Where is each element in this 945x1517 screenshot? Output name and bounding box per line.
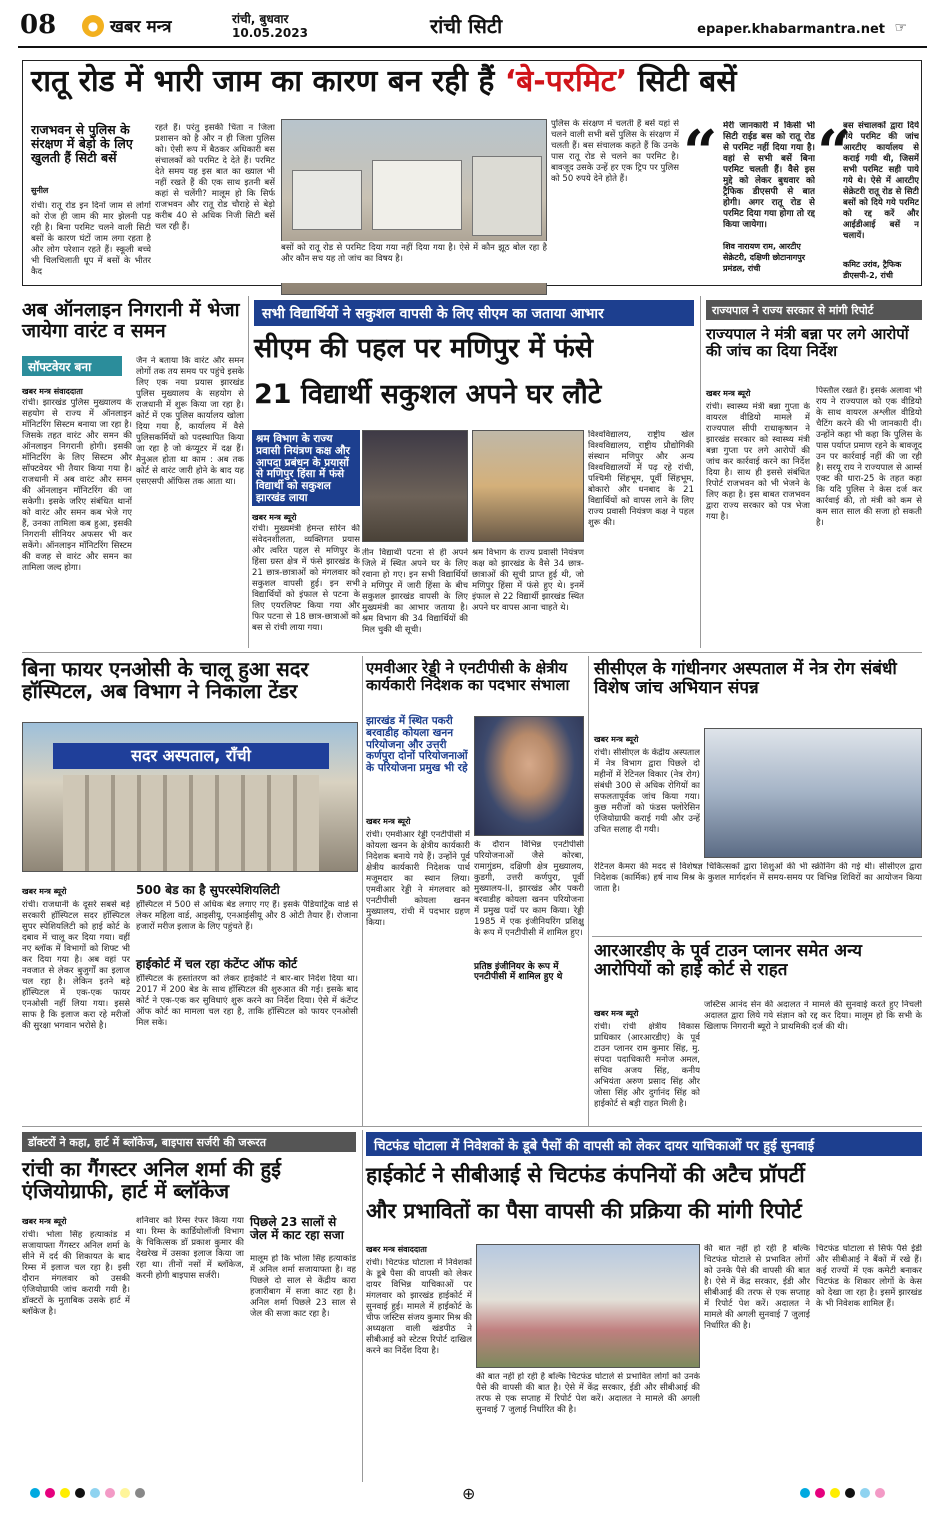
- headline-bus-jam: रातू रोड में भारी जाम का कारण बन रही हैं ‘बे-परमिट’ सिटी बसें: [31, 64, 737, 99]
- brand-masthead: [82, 14, 172, 37]
- subhead-gangster: पिछले 23 सालों से जेल में काट रहा सजा: [250, 1215, 344, 1243]
- quote-mark-icon: “: [683, 118, 718, 188]
- page-number: 08: [20, 10, 57, 40]
- body-text: श्रम विभाग के राज्य प्रवासी नियंत्रण कक्ष को झारखंड के वैसे 34 छात्र-छात्राओं की सूची प्राप्त हुई थी, जो मणिपुर हिंसा में फंसे हुए थे। इनमें इंफाल से 22 विद्यार्थी झारखंड स्थित अपने घर वापस आना चाहते थे।: [472, 548, 584, 613]
- story-bus-jam: [22, 60, 922, 286]
- color-swatch: [30, 1488, 40, 1498]
- color-registration-bar: [30, 1488, 145, 1498]
- quote-dsp-author: कमिट उरांव, ट्रैफिक डीएसपी-2, रांची: [843, 260, 902, 280]
- color-swatch: [135, 1488, 145, 1498]
- body-text: रांची। झारखंड पुलिस मुख्यालय के सहयोग से राज्य में ऑनलाइन मॉनिटरिंग सिस्टम बनाया जा रहा है। जिसके तहत वारंट और समन की ऑनलाइन निगरानी होगी। इसकी मॉनिटरिंग के लिए सिस्टम और सॉफ्टवेयर भी तैयार किया गया है। राजधानी में अब वारंट और समन की ऑनलाइन मॉनिटरिंग की जा सकेगी। इसके जरिए संबंधित थानों को वारंट और समन कब भेजे गए हैं, उनका तामिला कब हुआ, इसकी निगरानी सीनियर अफसर भी कर सकेंगे। ऑनलाइन मॉनिटरिंग सिस्टम की वजह से वारंट और समन का तामिला जल्द होगा।: [22, 398, 132, 573]
- banner-gangster: डॉक्टरों ने कहा, हार्ट में ब्लॉकेज, बाइपास सर्जरी की जरूरत: [22, 1132, 356, 1152]
- body-text: की बात नहीं हो रही है बल्कि चिटफंड घोटाले से प्रभावित लोगों को उनके पैसे की वापसी की बात है। ऐसे में केंद्र सरकार, ईडी और सीबीआई की तरफ से एक सप्ताह में रिपोर्ट पेश करें। अदालत ने मामले की अगली सुनवाई 7 जुलाई निर्धारित की है।: [476, 1372, 700, 1415]
- color-swatch: [45, 1488, 55, 1498]
- headline-chitfund-a: हाईकोर्ट ने सीबीआई से चिटफंड कंपनियों की अटैच प्रॉपर्टी: [366, 1163, 805, 1187]
- column-rule: [362, 656, 363, 1126]
- color-swatch: [75, 1488, 85, 1498]
- body-text: रांची। मुख्यमंत्री हेमन्त सोरेन की संवेदनशीलता, व्यक्तिगत प्रयास और त्वरित पहल से मणिपुर के हिंसा ग्रस्त क्षेत्र में फंसे झारखंड के 21 छात्र-छात्राओं को मंगलवार को सकुशल वापसी हुई। इन सभी विद्यार्थियों को इंफाल से पटना के लिए एयरलिफ्ट किया गया और फिर पटना से 18 छात्र-छात्राओं को बस से रांची लाया गया।: [252, 524, 360, 633]
- body-text: रहते हैं। परंतु इसकी चिंता न जिला प्रशासन को है और न ही जिला पुलिस को। ऐसी रूप में बैठकर अधिकारी बस संचालकों को परमिट दे देते हैं। परमिट देते समय यह इस बात का ख्याल भी नहीं रखते हैं की एक साथ इतनी बसें कहां से चलेंगी? मालूम हो कि सिर्फ राजभवन और रातू रोड चौराहे से बेड़ो करीब 40 से अधिक निजी सिटी बसें चल रही हैं।: [155, 123, 275, 232]
- hospital-sign: सदर अस्पताल, राँची: [53, 743, 329, 769]
- headline-ccl-eye-camp: सीसीएल के गांधीनगर अस्पताल में नेत्र रोग संबंधी विशेष जांच अभियान संपन्न: [594, 659, 897, 699]
- quote-rto: मेरी जानकारी में किसी भी सिटी राईड बस को रातू रोड से परमिट नहीं दिया गया है। वहां से सभी बसें बिना परमिट चलती हैं। वैसे इस मुद्दे को लेकर बुधवार को ट्रैफिक डीएसपी से बात होगी। अगर रातू रोड से परमिट दिया गया होगा तो रद्द किया जायेगा।: [723, 121, 815, 230]
- body-text: तीन विद्यार्थी पटना से ही अपने जिले में स्थित अपने घर के लिए रवाना हो गए। इन सभी विद्यार्थियों ने मणिपुर में जारी हिंसा के बीच सकुशल झारखंड वापसी के लिए मुख्यमंत्री का आभार जताया है। श्रम विभाग की 34 विद्यार्थियों की मिल चुकी थी सूची।: [362, 548, 468, 635]
- photo-eye-camp: [704, 728, 922, 858]
- color-swatch: [90, 1488, 100, 1498]
- photo-mvr-reddy: [474, 716, 584, 836]
- photo-caption: बसों को रातू रोड से परमिट दिया गया नहीं दिया गया है। ऐसे में कौन झूठ बोल रहा है और कौन सच यह तो जांच का विषय है।: [281, 241, 547, 283]
- brand-name: खबर मन्त्र: [110, 17, 172, 37]
- quote-mark-icon: “: [817, 118, 852, 188]
- body-text: रेटिनल कैमरा की मदद से विशेषज्ञ चिकित्सकों द्वारा शिशुओं की भी स्क्रीनिंग की गई थी। सीसीएल द्वारा निदेशक (कार्मिक) हर्ष नाथ मिश्र के कुशल मार्गदर्शन में समय-समय पर विभिन्न शिविरों का आयोजन किया जाता है।: [594, 862, 922, 894]
- body-text: की बात नहीं हो रही है बल्कि चिटफंड घोटाले से प्रभावित लोगों को उनके पैसे की वापसी की बात है। ऐसे में केंद्र सरकार, ईडी और सीबीआई की तरफ से एक सप्ताह में रिपोर्ट पेश करें। अदालत ने मामले की अगली सुनवाई 7 जुलाई निर्धारित की है।: [704, 1244, 810, 1331]
- row-rule: [592, 936, 922, 937]
- body-text: रांची। सीसीएल के केंद्रीय अस्पताल में नेत्र विभाग द्वारा पिछले दो महीनों में रेटिनल विकार (नेत्र रोग) संबंधी 300 से अधिक रोगियों का सफलतापूर्वक जांच किया गया। कुछ मरीजों को फंडस फ्लोरेसिन एंजियोग्राफी कराई गयी और उन्हें उचित सलाह दी गयी।: [594, 748, 700, 835]
- subhead-contempt: हाईकोर्ट में चल रहा कंटेंप्ट ऑफ कोर्ट: [136, 957, 298, 971]
- color-swatch: [845, 1488, 855, 1498]
- body-text: जैन ने बताया कि वारंट और समन लोगों तक तय समय पर पहुंचे इसके लिए एक नया प्रयास झारखंड पुलिस मुख्यालय के सहयोग से राजधानी में शुरू किया जा रहा है। कोर्ट में एक पुलिस कार्यालय खोला दिया गया है, कार्यालय में वैसे पुलिसकर्मियों को पदस्थापित किया जा रहा है जो कंप्यूटर में दक्ष हैं। मैनुअल होता था काम : अब तक कोर्ट से वारंट जारी होने के बाद यह एसएसपी ऑफिस तक आता था।: [136, 356, 244, 487]
- body-text: रांची। राजधानी के दूसरे सबसे बड़े सरकारी हॉस्पिटल सदर हॉस्पिटल सुपर स्पेशियलिटी को हाई कोर्ट के दबाव में चालू कर दिया गया। वहीं नए ब्लॉक में विभागों को शिफ्ट भी कर दिया गया है। अब वहां पर नवजात से लेकर बुजुर्गों का इलाज चल रहा है। लेकिन इतने बड़े हॉस्पिटल में एक-एक फायर एनओसी नहीं लिया गया। इससे साफ है कि इलाज करा रहे मरीजों की सुरक्षा भगवान भरोसे है।: [22, 900, 130, 1031]
- color-registration-bar: [800, 1488, 885, 1498]
- body-text: पिस्तौल रखते हैं। इसके अलावा भी राय ने राज्यपाल को एक वीडियो के साथ वायरल अश्लील वीडियो चैटिंग करने की भी जानकारी दी। उन्होंने कहा भी कहा कि पुलिस के पास पर्याप्त प्रमाण रहने के बावजूद उन पर कार्रवाई नहीं की जा रही है। सरयू राय ने राज्यपाल से आर्म्स एक्ट की धारा-25 के तहत कहा कि यदि पुलिस ने केस दर्ज कर कार्रवाई की, तो मंत्री को कम से कम सात साल की सजा हो सकती है।: [816, 386, 922, 528]
- subhead-ntpc: प्रतिष्ठ इंजीनियर के रूप में एनटीपीसी में शामिल हुए थे: [474, 962, 563, 983]
- column-rule: [700, 296, 701, 648]
- byline: खबर मन्त्र ब्यूरो: [22, 1217, 67, 1226]
- subhead-500-beds: 500 बेड का है सुपरस्पेशियलिटी: [136, 883, 280, 897]
- headline-chitfund-b: और प्रभावितों का पैसा वापसी की प्रक्रिया की मांगी रिपोर्ट: [366, 1199, 802, 1223]
- body-text: चिटफंड घोटाला से सिर्फ पैसे ईडी और सीबीआई ने बैंकों में रखे हैं। कई राज्यों में एक कमेटी बनाकर चिटफंड के शिकार लोगों के केस को देखा जा रहा है। इसमें झारखंड के भी निवेशक शामिल हैं।: [816, 1244, 922, 1309]
- header-rule: [18, 46, 927, 48]
- byline: खबर मन्त्र ब्यूरो: [594, 735, 639, 744]
- byline: खबर मन्त्र संवाददाता: [22, 387, 83, 396]
- headline-highlight: ‘बे-परमिट’: [504, 64, 628, 99]
- headline-sadar-hospital: बिना फायर एनओसी के चालू हुआ सदर हॉस्पिटल, अब विभाग ने निकाला टेंडर: [22, 657, 309, 704]
- color-swatch: [830, 1488, 840, 1498]
- body-text: रांची। रांची क्षेत्रीय विकास प्राधिकार (आरआरडीए) के पूर्व टाउन प्लानर राम कुमार सिंह, मु. संपदा पदाधिकारी मनोज अमल, सचिव अजय सिंह, कनीय अभियंता अरुण प्रसाद सिंह और जोसा सिंह और दुर्गानंद सिंह को हाईकोर्ट से बड़ी राहत मिली है।: [594, 1022, 700, 1109]
- epaper-link[interactable]: epaper.khabarmantra.net: [697, 22, 885, 37]
- body-text: हॉस्पिटल में 500 से अधिक बेड लगाए गए हैं। इसके पैडियाट्रिक वार्ड से लेकर महिला वार्ड, आइसीयू, एनआईसीयू और 8 ओटी तैयार हैं। रोजाना हजारों मरीज इलाज के लिए पहुंचते हैं।: [136, 900, 358, 932]
- color-swatch: [120, 1488, 130, 1498]
- headline-rrda: आरआरडीए के पूर्व टाउन प्लानर समेत अन्य आरोपियों को हाई कोर्ट से राहत: [594, 941, 863, 981]
- crosshair-registration-icon: ⊕: [462, 1484, 476, 1503]
- photo-students-group: [362, 430, 468, 542]
- column-rule: [248, 296, 249, 648]
- hand-cursor-icon: ☞: [894, 20, 907, 36]
- body-text: रांची। रातू रोड इन दिनों जाम से लोगों को रोज ही जाम की मार झेलनी पड़ रही है। बिना परमिट चलने वाली सिटी बसों के कारण घंटों जाम लगा रहता है और लोग परेशान रहते हैं। स्कूली बच्चे भी चिलचिलाती धूप में बसों के भीतर कैद: [31, 201, 151, 277]
- headline-governor: राज्यपाल ने मंत्री बन्ना पर लगे आरोपों की जांच का दिया निर्देश: [706, 325, 909, 360]
- city-day: रांची, बुधवार: [232, 12, 289, 26]
- color-swatch: [60, 1488, 70, 1498]
- row-rule: [22, 1126, 922, 1127]
- headline-manipur-a: सीएम की पहल पर मणिपुर में फंसे: [254, 333, 594, 364]
- body-text: रांची। स्वास्थ्य मंत्री बन्ना गुप्ता के वायरल वीडियो मामले में राज्यपाल सीपी राधाकृष्णन ने झारखंड सरकार को स्वास्थ्य मंत्री बन्ना गुप्ता पर लगे आरोपों की जांच कर कार्रवाई करने का निर्देश दिया है। साथ ही इससे संबंधित रिपोर्ट राजभवन को भी भेजने के लिए कहा है। इस बाबत राजभवन द्वारा राज्य सरकार को पत्र भेजा गया है।: [706, 402, 810, 522]
- body-text: जस्टिस आनंद सेन की अदालत ने मामले की सुनवाई करते हुए निचली अदालत द्वारा लिये गये संज्ञान को रद्द कर दिया। मालूम हो कि सभी के खिलाफ निगरानी ब्यूरो ने प्राथमिकी दर्ज की थी।: [704, 1000, 922, 1032]
- building-facade: [63, 775, 319, 872]
- banner-governor: राज्यपाल ने राज्य सरकार से मांगी रिपोर्ट: [706, 300, 922, 320]
- sidehead-manipur: श्रम विभाग के राज्य प्रवासी नियंत्रण कक्ष और आपदा प्रबंधन के प्रयासों से मणिपुर हिंसा में फंसे विद्यार्थी को सकुशल झारखंड लाया: [252, 430, 360, 506]
- sidehead-ntpc: झारखंड में स्थित पकरी बरवाडीह कोयला खनन परियोजना और उत्तरी कर्णपुरा दोनों परियोजनाओं के परियोजना प्रमुख भी रहे: [366, 715, 468, 774]
- body-text: विश्वविद्यालय, राष्ट्रीय खेल विश्वविद्यालय, राष्ट्रीय प्रौद्योगिकी संस्थान मणिपुर और अन्य विश्वविद्यालयों में पढ़ रहे रांची, पश्चिमी सिंहभूम, पूर्वी सिंहभूम, बोकारो और धनबाद के 21 विद्यार्थियों को वापस लाने के लिए राज्य प्रवासी नियंत्रण कक्ष ने पहल शुरू की।: [588, 430, 694, 528]
- photo-sadar-hospital: [22, 722, 358, 872]
- photo-high-court: [476, 1244, 700, 1368]
- quote-rto-author: शिव नारायण राम, आरटीए सेक्रेटरी, दक्षिणी छोटानागपुर प्रमंडल, रांची: [723, 242, 806, 273]
- color-swatch: [105, 1488, 115, 1498]
- body-text: मालूम हो कि भोला सिंह हत्याकांड में अनिल शर्मा सजायाफ्ता है। वह पिछले दो साल से केंद्रीय कारा हजारीबाग में सजा काट रहा है। अनिल शर्मा पिछले 23 साल से जेल की सजा काट रहा है।: [250, 1254, 356, 1319]
- photo-students-arrival: [472, 430, 584, 542]
- color-swatch: [815, 1488, 825, 1498]
- section-title: रांची सिटी: [430, 14, 503, 38]
- byline: खबर मन्त्र ब्यूरो: [252, 513, 297, 522]
- color-swatch: [875, 1488, 885, 1498]
- body-text: रांची। एमवीआर रेड्डी एनटीपीसी में कोयला खनन के क्षेत्रीय कार्यकारी निदेशक बनाये गये हैं। उन्होंने पूर्व क्षेत्रीय कार्यकारी निदेशक पार्थ मजूमदार का स्थान लिया। एमवीआर रेड्डी ने मंगलवार को एनटीपीसी कोयला खनन मुख्यालय, रांची में पदभार ग्रहण किया।: [366, 830, 470, 928]
- banner-manipur: सभी विद्यार्थियों ने सकुशल वापसी के लिए सीएम का जताया आभार: [254, 300, 694, 326]
- byline: सुनील: [31, 186, 49, 195]
- subhead-bus-jam: राजभवन से पुलिस के संरक्षण में बेड़ो के लिए खुलती हैं सिटी बसें: [31, 122, 133, 165]
- headline-gangster: रांची का गैंगस्टर अनिल शर्मा की हुई एंजियोग्राफी, हार्ट में ब्लॉकेज: [22, 1157, 281, 1204]
- headline-manipur-b: 21 विद्यार्थी सकुशल अपने घर लौटे: [254, 379, 602, 410]
- byline: खबर मन्त्र ब्यूरो: [706, 389, 751, 398]
- vehicle-shape: [292, 170, 362, 230]
- column-rule: [588, 656, 589, 1126]
- body-text: शनिवार को रिम्स रेफर किया गया था। रिम्स के कार्डियोलॉजी विभाग के चिकित्सक डॉ प्रकाश कुमार की देखरेख में उसका इलाज किया जा रहा था। तीनों नसों में ब्लॉकेज, करनी होगी बाइपास सर्जरी।: [136, 1216, 244, 1281]
- row-rule: [22, 652, 922, 653]
- byline: खबर मन्त्र ब्यूरो: [22, 887, 67, 896]
- banner-chitfund: चिटफंड घोटाला में निवेशकों के डूबे पैसों की वापसी को लेकर दायर याचिकाओं पर हुई सुनवाई: [366, 1132, 922, 1156]
- byline: खबर मन्त्र ब्यूरो: [366, 817, 411, 826]
- headline-ntpc: एमवीआर रेड्डी ने एनटीपीसी के क्षेत्रीय कार्यकारी निदेशक का पदभार संभाला: [366, 659, 570, 694]
- quote-dsp: बस संचालकों द्वारा दिये गये परमिट की जांच आरटीए कार्यालय से कराई गयी थी, जिसमें सभी परमिट सही पाये गये थे। ऐसे में आरटीए सेक्रेटरी रातू रोड से सिटी बसों को दिये गये परमिट को रद्द करें और आईडीआई बसें न चलायें।: [843, 121, 919, 241]
- color-swatch: [800, 1488, 810, 1498]
- byline: खबर मन्त्र संवाददाता: [366, 1245, 427, 1254]
- color-swatch: [860, 1488, 870, 1498]
- tag-software: सॉफ्टवेयर बना: [22, 356, 122, 376]
- mantra-logo-icon: ●: [82, 15, 104, 37]
- headline-warrant: अब ऑनलाइन निगरानी में भेजा जायेगा वारंट व समन: [22, 299, 240, 343]
- bus-shape: [372, 160, 462, 230]
- issue-date: 10.05.2023: [232, 26, 308, 40]
- body-text: रांची। भोला सिंह हत्याकांड में सजायाफ्ता गैंगस्टर अनिल शर्मा के सीने में दर्द की शिकायत के बाद रिम्स में इलाज चल रहा है। इसी दौरान मंगलवार को उसकी एंजियोग्राफी जांच करायी गयी है। डॉक्टरों के मुताबिक उसके हार्ट में ब्लॉकेज है।: [22, 1230, 130, 1317]
- dateline: [232, 12, 308, 40]
- body-text: हॉस्पिटल के हस्तांतरण को लेकर हाईकोर्ट ने बार-बार निर्देश दिया था। 2017 में 200 बेड के साथ हॉस्पिटल की शुरुआत की गई। इसके बाद कोर्ट ने एक-एक कर सुविधाएं शुरू करने का निर्देश दिया। ऐसे में कंटेंप्ट ऑफ कोर्ट का मामला चल रहा है, ताकि हॉस्पिटल को फायर एनओसी मिल सके।: [136, 974, 358, 1028]
- bus-shape: [472, 156, 542, 236]
- body-text: रांची। चिटफंड घोटाला में निवेशकों के डूबे पैसा की वापसी को लेकर दायर विभिन्न याचिकाओं पर मंगलवार को झारखंड हाईकोर्ट में सुनवाई हुई। मामले में हाईकोर्ट के चीफ जस्टिस संजय कुमार मिश्र की अध्यक्षता वाली खंडपीठ ने सीबीआई को स्टेटस रिपोर्ट दाखिल करने का निर्देश दिया है।: [366, 1258, 472, 1356]
- byline: खबर मन्त्र ब्यूरो: [594, 1009, 639, 1018]
- body-text: पुलिस के संरक्षण में चलती हैं बसें यहां से चलने वाली सभी बसें पुलिस के संरक्षण में चलती हैं। बस संचालक कहते हैं कि उनके पास रातू रोड से चलने का परमिट है। बावजूद उसके उन्हें हर एक ट्रिप पर पुलिस को 50 रुपये देने होते हैं।: [551, 119, 679, 184]
- column-rule: [362, 1130, 363, 1482]
- body-text: के दौरान विभिन्न एनटीपीसी परियोजनाओं जैसे कोरबा, रामागुंडम, दक्षिणी क्षेत्र मुख्यालय, कुडगी, उत्तरी कर्णपुरा, पूर्वी मुख्यालय-II, झारखंड और पकरी बरवाडीह कोयला खनन परियोजना में प्रमुख पदों पर काम किया। रेड्डी 1985 में एक इंजीनियरिंग प्रशिक्षु के रूप में एनटीपीसी में शामिल हुए।: [474, 840, 584, 938]
